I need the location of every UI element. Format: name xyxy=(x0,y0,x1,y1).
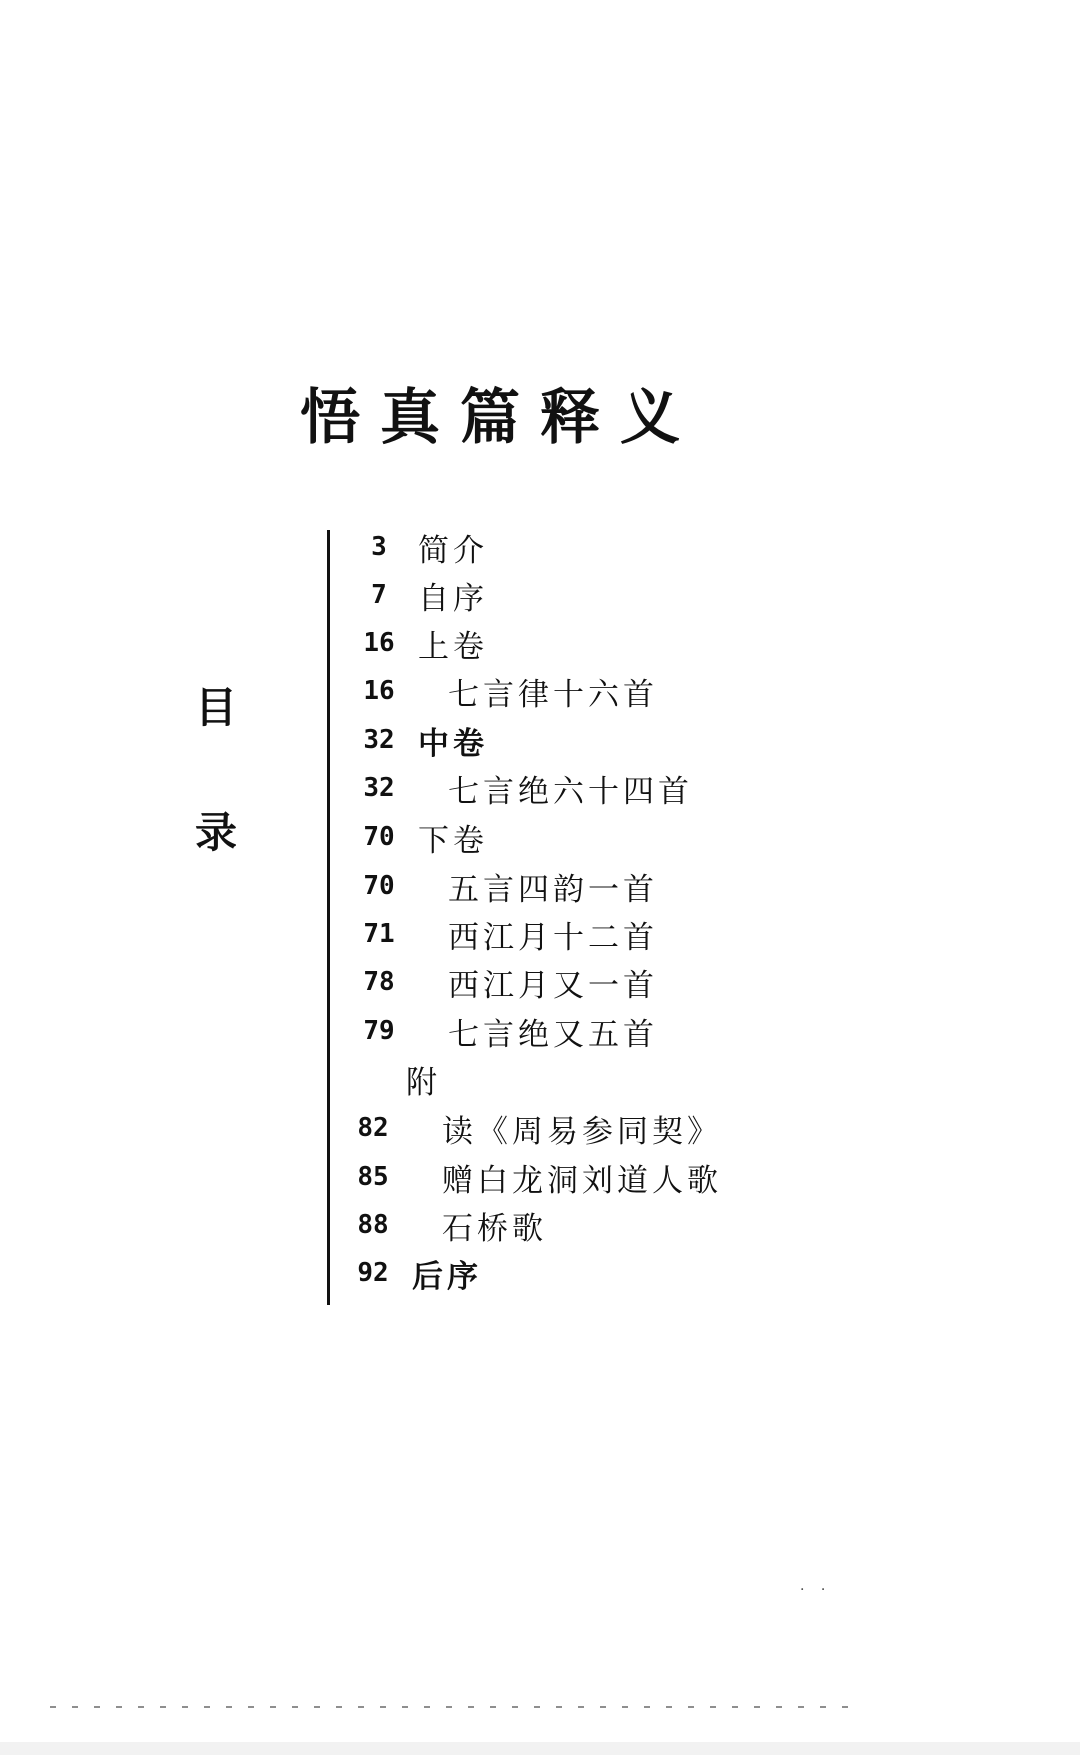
scan-artifact-line xyxy=(50,1706,850,1708)
toc-entry-title: 七言律十六首 xyxy=(448,676,658,713)
toc-entry xyxy=(334,1153,722,1201)
toc-entry-title: 附 xyxy=(406,1064,441,1101)
toc-entry xyxy=(340,1007,658,1055)
toc-entry xyxy=(340,523,488,571)
toc-page-number: 70 xyxy=(363,822,395,852)
toc-entry xyxy=(340,910,658,958)
scan-artifact-marks: · · xyxy=(800,1582,832,1598)
toc-page-number: 16 xyxy=(363,628,395,658)
toc-page-number: 3 xyxy=(371,532,387,562)
toc-entry-title: 自序 xyxy=(418,580,488,617)
toc-heading-char-2: 录 xyxy=(195,808,238,857)
toc-entry-title: 中卷 xyxy=(418,725,488,762)
toc-heading-char-1: 目 xyxy=(195,683,238,732)
toc-entry-title: 上卷 xyxy=(418,628,488,665)
toc-vertical-rule xyxy=(327,530,330,1305)
toc-entry-title: 西江月又一首 xyxy=(448,967,658,1004)
toc-entry xyxy=(340,667,658,715)
toc-entry-title: 石桥歌 xyxy=(442,1210,547,1247)
toc-entry-title: 七言绝六十四首 xyxy=(448,773,693,810)
toc-page-number: 85 xyxy=(357,1162,389,1192)
toc-page-number: 71 xyxy=(363,919,395,949)
toc-entry-title: 西江月十二首 xyxy=(448,919,658,956)
toc-page-number: 32 xyxy=(363,725,395,755)
toc-entry xyxy=(340,958,658,1006)
toc-entry xyxy=(340,813,488,861)
toc-entry xyxy=(334,1201,547,1249)
toc-page-number: 16 xyxy=(363,676,395,706)
toc-entry xyxy=(340,862,658,910)
toc-entry-title: 读《周易参同契》 xyxy=(442,1113,722,1150)
toc-page-number: 7 xyxy=(371,580,387,610)
toc-entry xyxy=(340,619,488,667)
toc-entry-title: 后序 xyxy=(412,1258,482,1295)
toc-entry xyxy=(340,716,488,764)
toc-page-number: 79 xyxy=(363,1016,395,1046)
toc-entry xyxy=(334,1249,482,1297)
toc-entry-title: 五言四韵一首 xyxy=(448,871,658,908)
toc-page-number: 88 xyxy=(357,1210,389,1240)
toc-entry xyxy=(340,764,693,812)
page-bottom-edge xyxy=(0,1742,1080,1755)
toc-entry-title: 赠白龙洞刘道人歌 xyxy=(442,1162,722,1199)
toc-entry-title: 七言绝又五首 xyxy=(448,1016,658,1053)
toc-page-number: 92 xyxy=(357,1258,389,1288)
toc-page-number: 70 xyxy=(363,871,395,901)
toc-entry xyxy=(340,571,488,619)
toc-entry-title: 简介 xyxy=(418,532,488,569)
toc-entry-appendix xyxy=(328,1055,441,1103)
toc-page-number: 78 xyxy=(363,967,395,997)
toc-entry-title: 下卷 xyxy=(418,822,488,859)
toc-page-number: 32 xyxy=(363,773,395,803)
toc-entry xyxy=(334,1104,722,1152)
book-title: 悟真篇释义 xyxy=(300,383,700,453)
toc-page-number: 82 xyxy=(357,1113,389,1143)
